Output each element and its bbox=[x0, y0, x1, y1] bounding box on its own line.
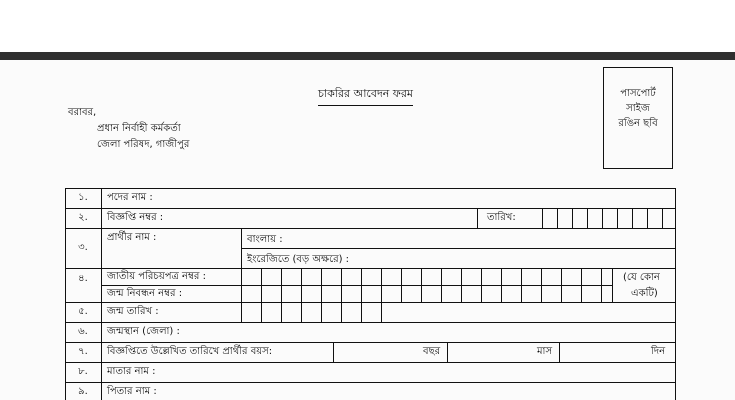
address-to: বরাবর, bbox=[68, 107, 97, 118]
row-7-serial: ৭. bbox=[78, 346, 88, 357]
photo-box-line-2: সাইজ bbox=[626, 103, 650, 114]
dob-label: জন্ম তারিখ : bbox=[107, 306, 159, 317]
row-1-serial: ১. bbox=[78, 192, 88, 203]
age-year-label: বছর bbox=[423, 346, 441, 357]
photo-box-line-3: রঙিন ছবি bbox=[618, 118, 658, 129]
row-6-serial: ৬. bbox=[78, 326, 88, 337]
circular-number-label: বিজ্ঞপ্তি নম্বর : bbox=[107, 212, 164, 223]
row-4-serial: ৪. bbox=[78, 273, 88, 284]
form-title: চাকরির আবেদন ফরম bbox=[318, 85, 413, 106]
top-border-bar bbox=[0, 52, 735, 60]
age-day-label: দিন bbox=[651, 346, 666, 357]
birthplace-label: জন্মস্থান (জেলা) : bbox=[107, 326, 180, 337]
address-line-1: প্রধান নির্বাহী কর্মকর্তা bbox=[97, 123, 181, 134]
nid-label: জাতীয় পরিচয়পত্র নম্বর : bbox=[107, 271, 206, 282]
circular-date-label: তারিখ: bbox=[487, 212, 516, 223]
application-form-table bbox=[65, 188, 676, 400]
age-label: বিজ্ঞপ্তিতে উল্লেখিত তারিখে প্রার্থীর বয়স: bbox=[107, 346, 273, 357]
post-name-label: পদের নাম : bbox=[107, 192, 153, 203]
row-3-serial: ৩. bbox=[78, 242, 88, 253]
row-2-serial: ২. bbox=[78, 212, 88, 223]
name-bangla-label: বাংলায় : bbox=[247, 234, 283, 245]
row-8-serial: ৮. bbox=[78, 366, 88, 377]
row-5-serial: ৫. bbox=[78, 306, 88, 317]
row-9-serial: ৯. bbox=[78, 386, 88, 397]
name-english-label: ইংরেজিতে (বড় অক্ষরে) : bbox=[247, 254, 350, 265]
applicant-name-label: প্রার্থীর নাম : bbox=[107, 232, 157, 243]
age-month-label: মাস bbox=[537, 346, 553, 357]
address-line-2: জেলা পরিষদ, গাজীপুর bbox=[97, 139, 190, 150]
either-one-note-1: (যে কোন bbox=[623, 272, 660, 283]
mother-name-label: মাতার নাম : bbox=[107, 366, 156, 377]
father-name-label: পিতার নাম : bbox=[107, 386, 157, 397]
either-one-note-2: একটি) bbox=[631, 288, 658, 299]
photo-box-line-1: পাসপোর্ট bbox=[620, 88, 656, 99]
passport-photo-box bbox=[603, 67, 673, 169]
birth-reg-label: জন্ম নিবন্ধন নম্বর : bbox=[107, 288, 183, 299]
